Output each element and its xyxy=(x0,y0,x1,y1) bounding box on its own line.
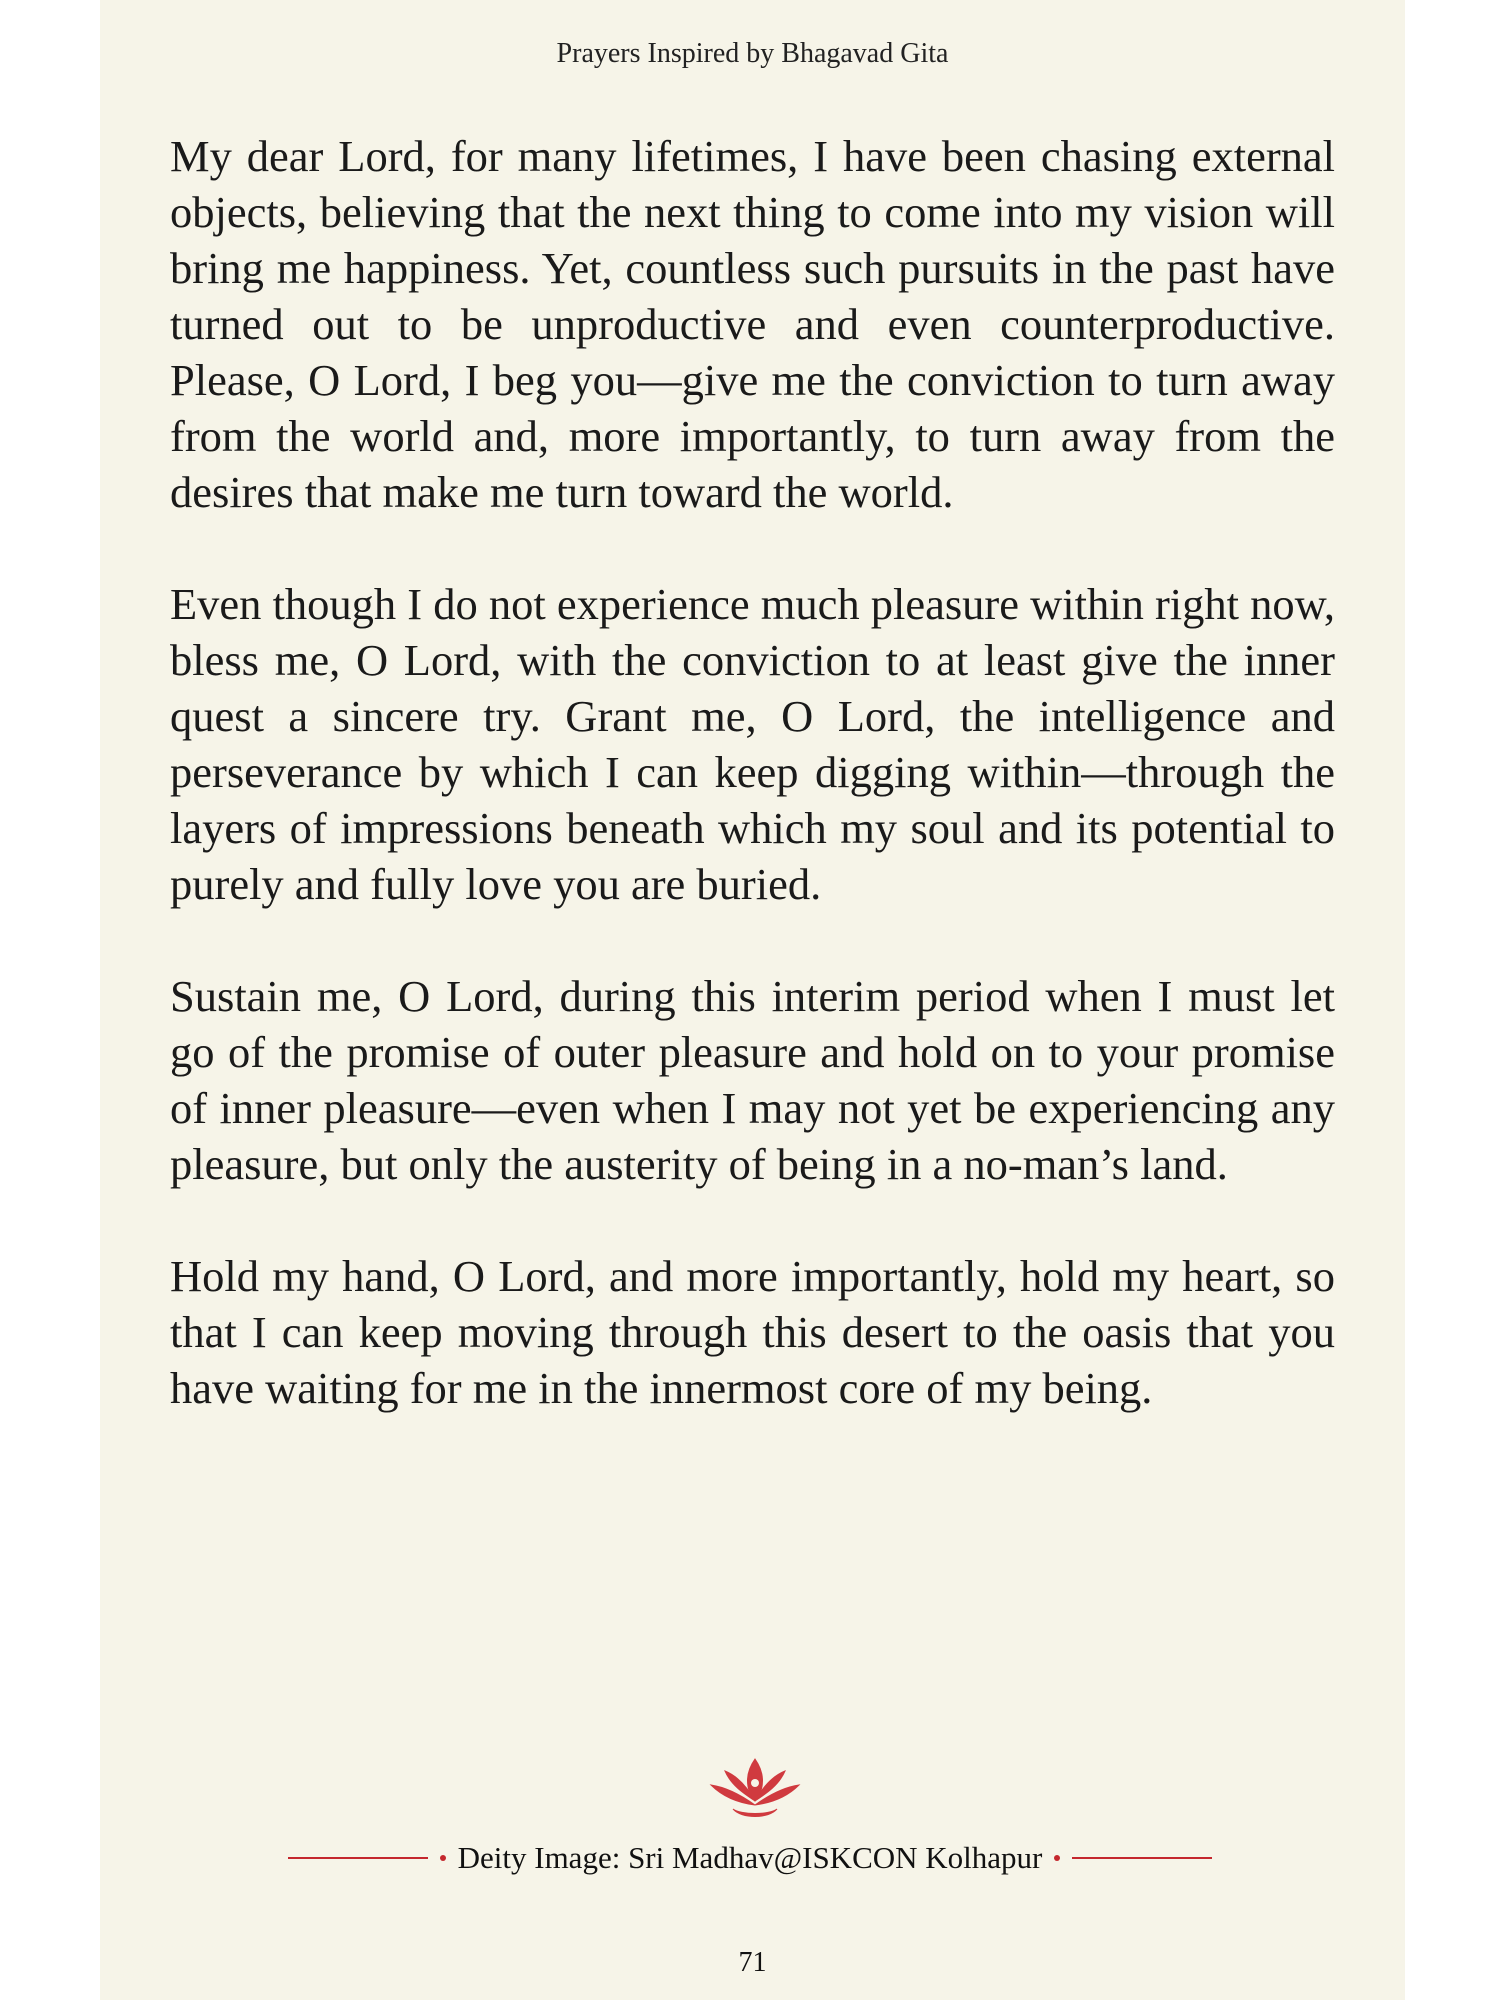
paragraph: My dear Lord, for many lifetimes, I have been chasing external objects, believing that the next thing to come into my vision will bring me happiness. Yet, countless such pursuits in the past have turned out to be unproductive and even counterproductive. Please, O Lord, I beg you—give me the conviction to turn away from the world and, more importantly, to turn away from the desires that make me turn toward the world. xyxy=(170,131,1335,517)
paragraph: Hold my hand, O Lord, and more importantly, hold my heart, so that I can keep moving through this desert to the oasis that you have waiting for me in the innermost core of my being. xyxy=(170,1251,1335,1413)
deity-image-credit: Deity Image: Sri Madhav@ISKCON Kolhapur xyxy=(457,1840,1043,1875)
paragraph: Even though I do not experience much pleasure within right now, bless me, O Lord, with the conviction to at least give the inner quest a sincere try. Grant me, O Lord, the intelligence and perseverance by which I can keep digging within—through the layers of impressions beneath which my soul and its potential to purely and fully love you are buried. xyxy=(170,579,1335,909)
page-number: 71 xyxy=(738,1947,767,1978)
prayer-text xyxy=(170,128,1335,1472)
book-page xyxy=(100,0,1405,2000)
paragraph: Sustain me, O Lord, during this interim period when I must let go of the promise of outer pleasure and hold on to your promise of inner pleasure—even when I may not yet be experiencing any pleasure, but only the austerity of being in a no-man’s land. xyxy=(170,971,1335,1189)
bullet-dot-icon xyxy=(440,1855,446,1861)
decorative-rule xyxy=(288,1857,428,1859)
decorative-rule xyxy=(1072,1857,1212,1859)
running-title: Prayers Inspired by Bhagavad Gita xyxy=(556,38,949,69)
image-credit xyxy=(220,1840,1280,1876)
lotus-icon xyxy=(705,1755,805,1825)
bullet-dot-icon xyxy=(1054,1855,1060,1861)
